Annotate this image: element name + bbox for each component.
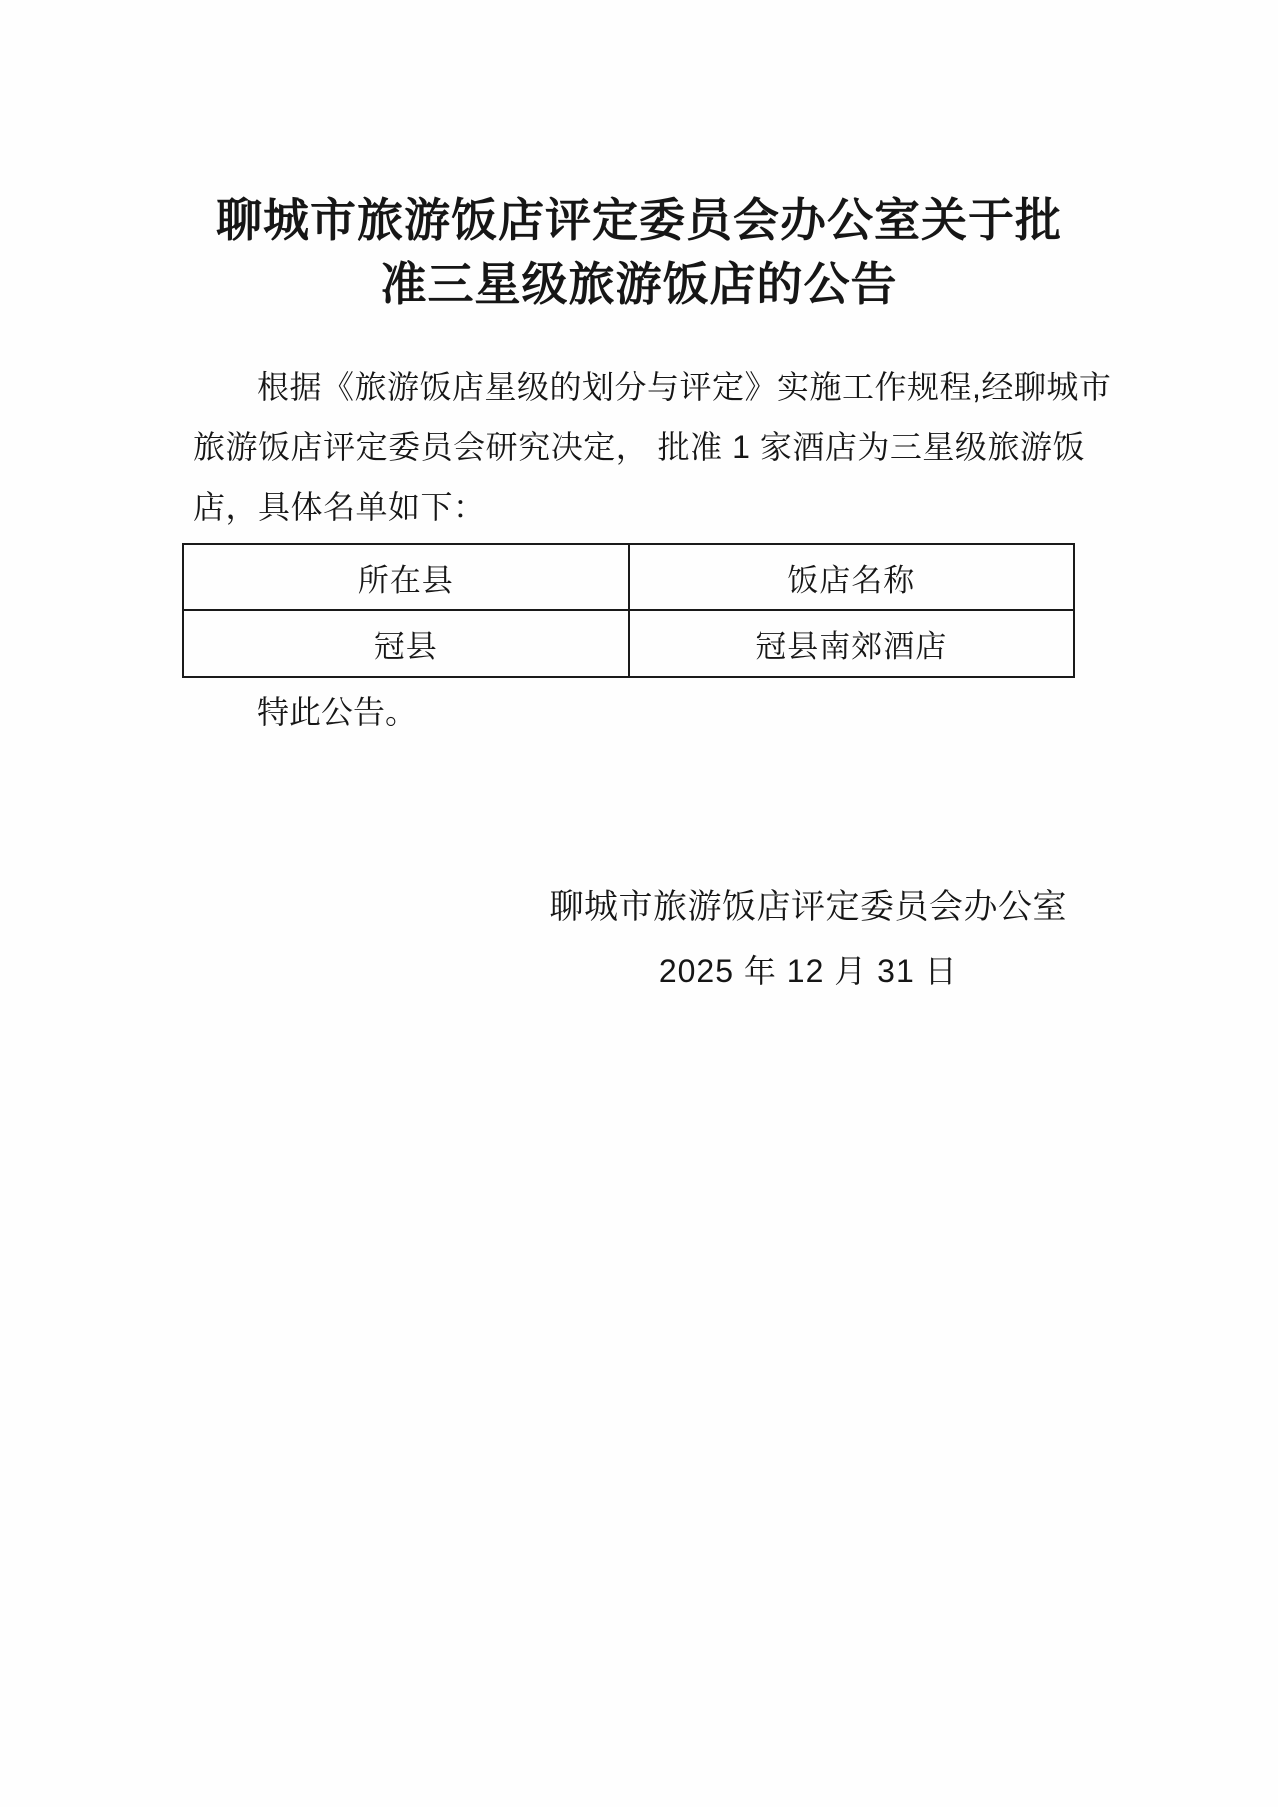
table-header-county: 所在县 xyxy=(183,544,629,610)
closing-statement: 特此公告。 xyxy=(257,694,418,730)
table-header-hotel-name: 饭店名称 xyxy=(629,544,1075,610)
body-paragraph-line-3: 店，具体名单如下： xyxy=(193,489,486,525)
table-header-row xyxy=(183,544,1074,610)
table-cell-county: 冠县 xyxy=(183,610,629,677)
document-title-line-2: 准三星级旅游饭店的公告 xyxy=(380,258,898,310)
signature-date: 2025 年 12 月 31 日 xyxy=(658,953,958,989)
signature-organization: 聊城市旅游饭店评定委员会办公室 xyxy=(549,888,1067,926)
signature-block xyxy=(550,875,1068,1003)
document-title xyxy=(0,0,1278,316)
body-paragraph-line-2: 旅游饭店评定委员会研究决定， 批准 1 家酒店为三星级旅游饭 xyxy=(193,429,1085,465)
document-title-line-1: 聊城市旅游饭店评定委员会办公室关于批 xyxy=(216,194,1062,246)
table-row xyxy=(183,610,1074,677)
body-paragraph-line-1: 根据《旅游饭店星级的划分与评定》实施工作规程,经聊城市 xyxy=(257,369,1112,405)
table-cell-hotel-name: 冠县南郊酒店 xyxy=(629,610,1075,677)
body-paragraph xyxy=(193,357,1112,537)
hotel-table xyxy=(182,543,1075,678)
